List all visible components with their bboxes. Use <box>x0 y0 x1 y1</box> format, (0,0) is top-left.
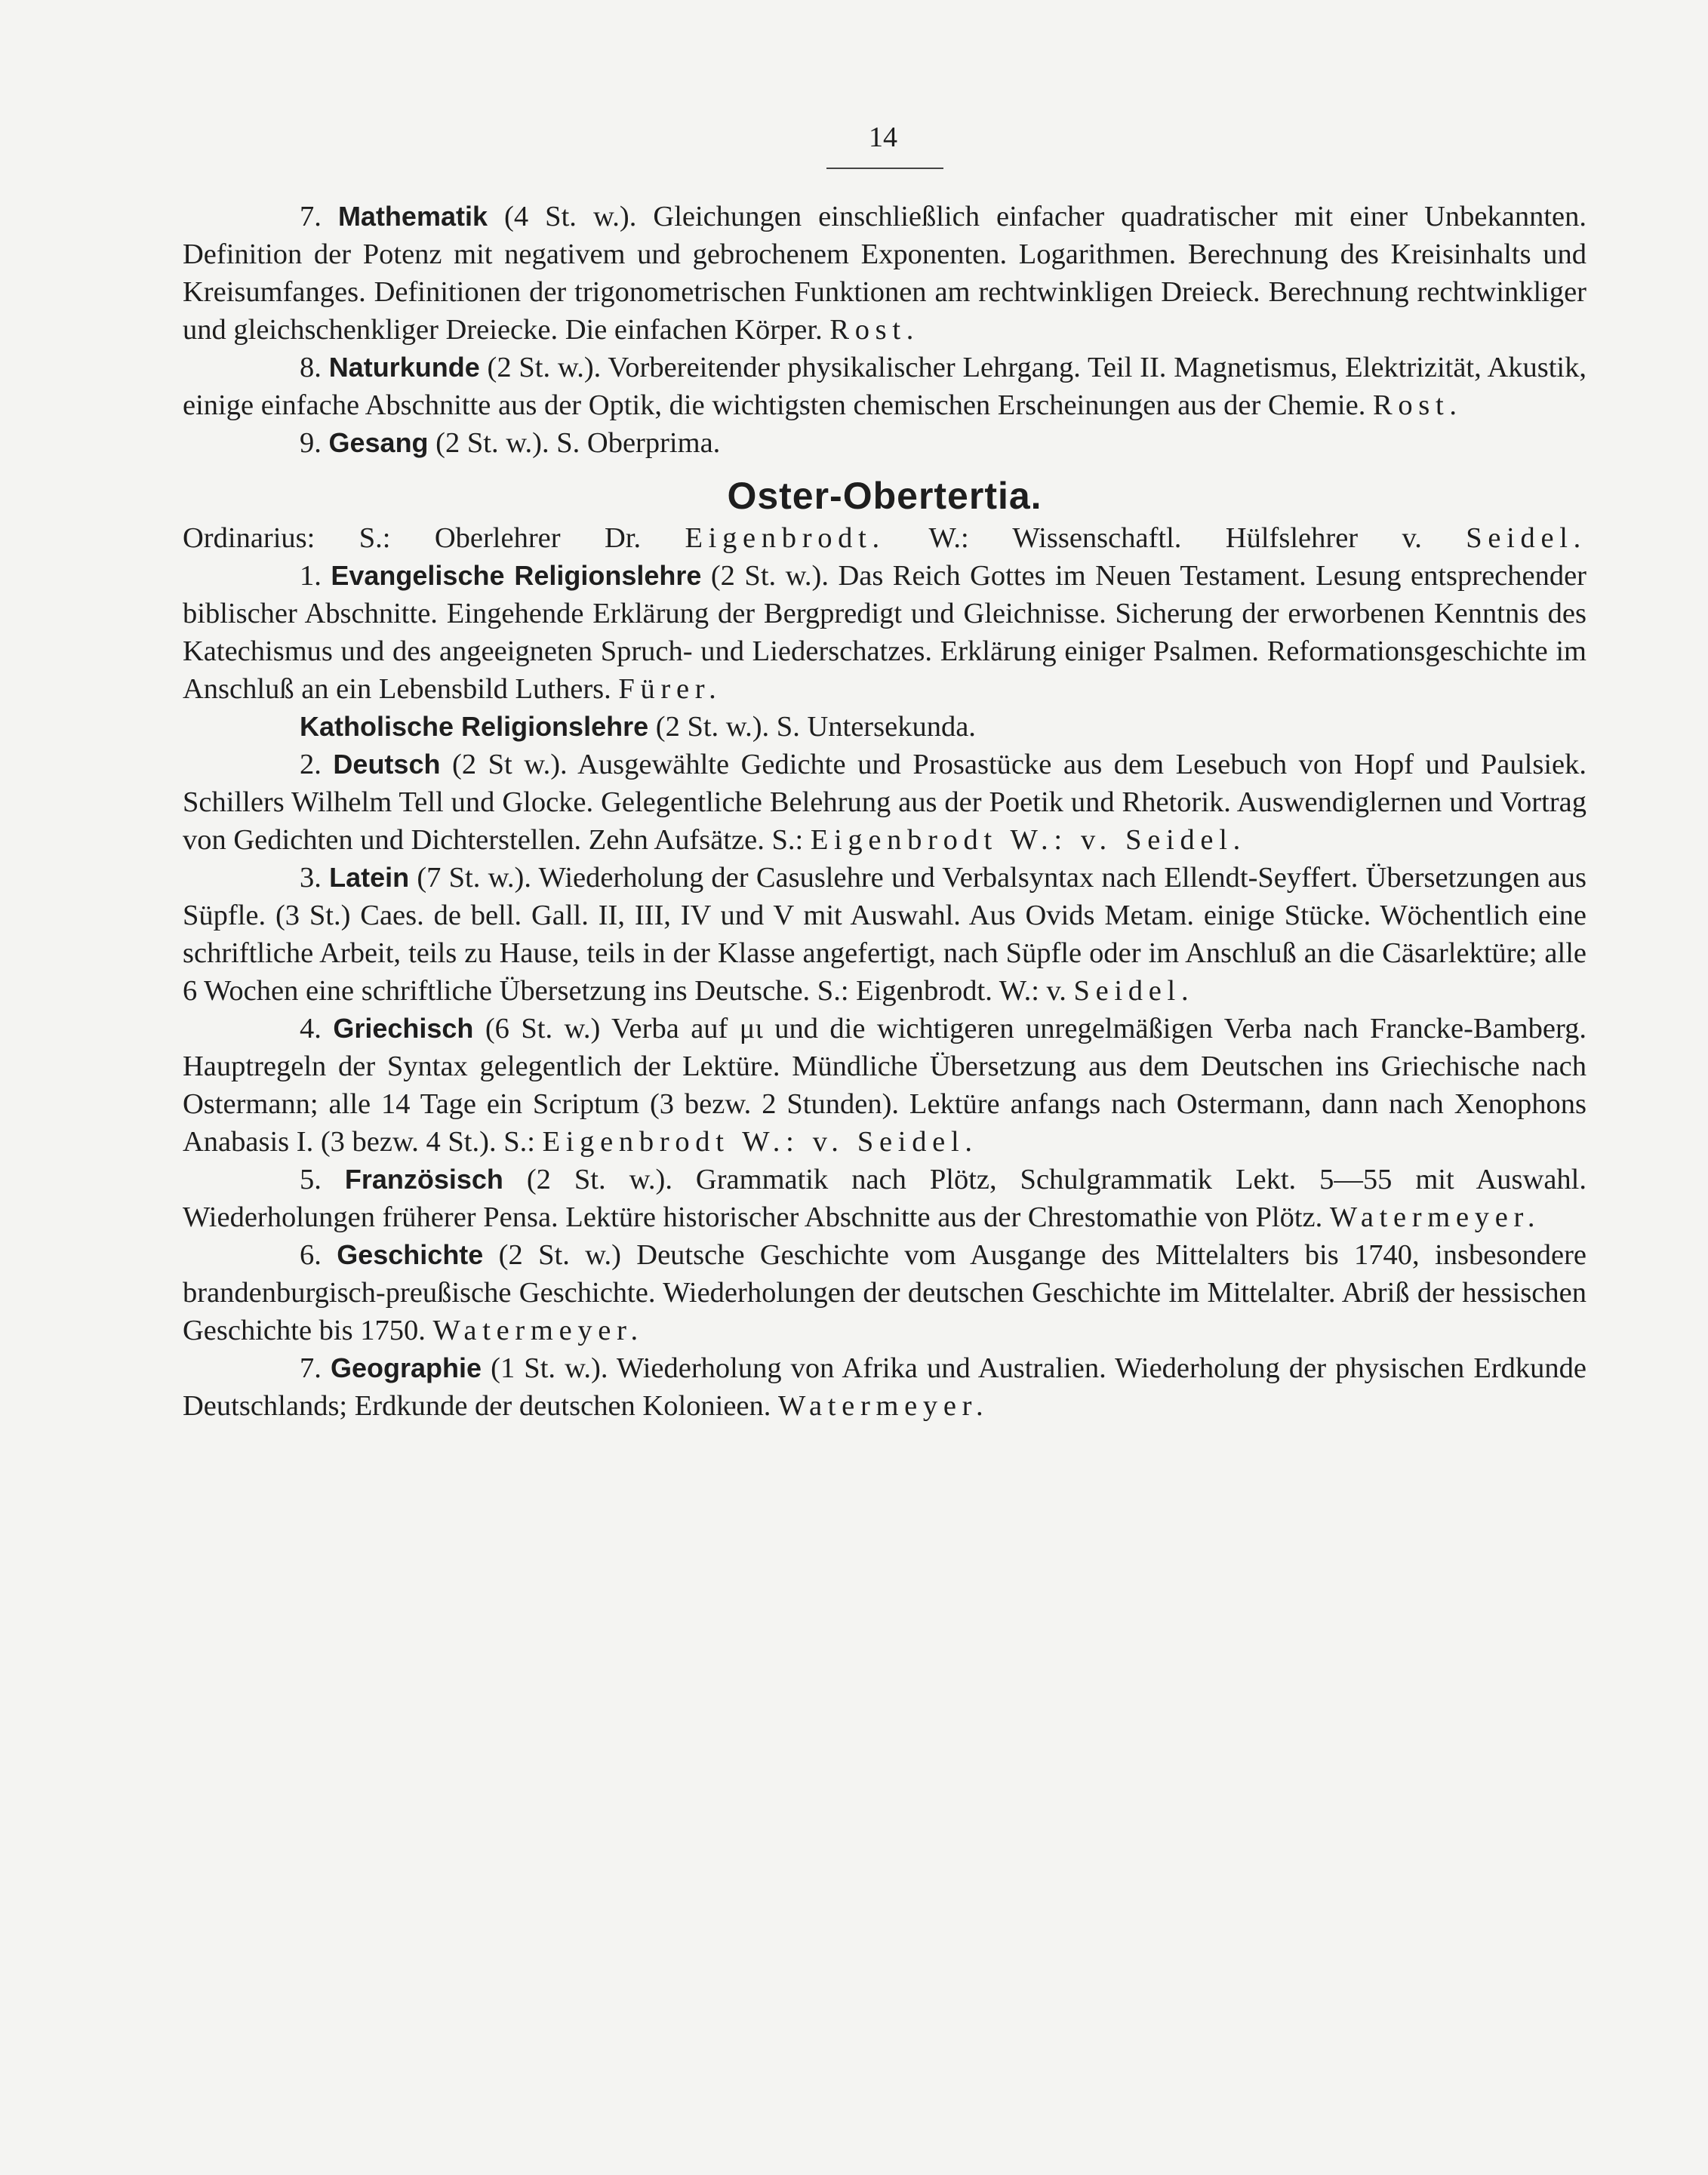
subject-name: Naturkunde <box>328 352 480 383</box>
teacher-name: Watermeyer. <box>1329 1201 1541 1233</box>
subject-text: (2 St w.). Ausgewählte Gedichte und Prosastücke aus dem Lesebuch von Hopf und Paulsiek. Schillers Wilhelm Tell und Glocke. Gelegentliche Belehrung aus der Poetik und Rhetorik. Auswendiglernen und Vortrag von Gedichten und Dichterstellen. Zehn Aufsätze. S.: <box>183 749 1586 856</box>
subject-text: (6 St. w.) Verba auf μι und die wichtigeren unregelmäßigen Verba nach Francke-Bamberg. Hauptregeln der Syntax gelegentlich der Lektüre. Mündliche Übersetzung aus dem Deutschen ins Griechische nach Ostermann; alle 14 Tage ein Scriptum (3 bezw. 2 Stunden). Lektüre anfangs nach Ostermann, dann nach Xenophons Anabasis I. (3 bezw. 4 St.). S.: <box>183 1013 1586 1158</box>
teacher-name: Seidel. <box>1073 975 1195 1007</box>
subject-entry-franzoesisch: 5. Französisch (2 St. w.). Grammatik nach Plötz, Schulgrammatik Lekt. 5—55 mit Auswahl. Wiederholungen früherer Pensa. Lektüre historischer Abschnitte aus der Chrestomathie von Plötz. Watermeyer. <box>183 1164 1586 1233</box>
subject-text: (2 St. w.). S. Untersekunda. <box>648 711 976 743</box>
subject-text: (1 St. w.). Wiederholung von Afrika und Australien. Wiederholung der physischen Erdkunde Deutschlands; Erdkunde der deutschen Kolonieen. <box>183 1352 1586 1422</box>
subject-text: (4 St. w.). Gleichungen einschließlich einfacher quadratischer mit einer Unbekannten. Definition der Potenz mit negativem und gebrochenem Exponenten. Logarithmen. Berechnung des Kreisinhalts und Kreisumfanges. Definitionen der trigonometrischen Funktionen am rechtwinkligen Dreieck. Berechnung rechtwinkliger und gleichschenkliger Dreiecke. Die einfachen Körper. <box>183 201 1586 346</box>
subject-entry-geschichte: 6. Geschichte (2 St. w.) Deutsche Geschichte vom Ausgange des Mittelalters bis 1740, insbesondere brandenburgisch-preußische Geschichte. Wiederholungen der deutschen Geschichte im Mittelalter. Abriß der hessischen Geschichte bis 1750. Watermeyer. <box>183 1239 1587 1346</box>
subject-text: (2 St. w.). S. Oberprima. <box>428 427 721 459</box>
document-body <box>183 198 1586 1425</box>
subject-name: Geschichte <box>337 1239 484 1270</box>
page-number-rule <box>826 168 943 169</box>
subject-text: (2 St. w.) Deutsche Geschichte vom Ausgange des Mittelalters bis 1740, insbesondere brandenburgisch-preußische Geschichte. Wiederholungen der deutschen Geschichte im Mittelalter. Abriß der hessischen Geschichte bis 1750. <box>183 1239 1587 1346</box>
subject-name: Deutsch <box>333 749 441 780</box>
subject-entry-naturkunde: 8. Naturkunde (2 St. w.). Vorbereitender physikalischer Lehrgang. Teil II. Magnetismus, Elektrizität, Akustik, einige einfache Abschnitte aus der Optik, die wichtigsten chemischen Erscheinungen aus der Chemie. Rost. <box>183 352 1586 421</box>
subject-name: Gesang <box>328 427 429 458</box>
subject-entry-kath-religion <box>183 708 1586 746</box>
subject-entry-griechisch: 4. Griechisch (6 St. w.) Verba auf μι und die wichtigeren unregelmäßigen Verba nach Francke-Bamberg. Hauptregeln der Syntax gelegentlich der Lektüre. Mündliche Übersetzung aus dem Deutschen ins Griechische nach Ostermann; alle 14 Tage ein Scriptum (3 bezw. 2 Stunden). Lektüre anfangs nach Ostermann, dann nach Xenophons Anabasis I. (3 bezw. 4 St.). S.: Eigenbrodt W.: v. Seidel. <box>183 1013 1586 1158</box>
subject-text: (2 St. w.). Grammatik nach Plötz, Schulgrammatik Lekt. 5—55 mit Auswahl. Wiederholungen früherer Pensa. Lektüre historischer Abschnitte aus der Chrestomathie von Plötz. <box>183 1164 1586 1233</box>
teacher-name: Rost. <box>1372 389 1463 421</box>
teacher-name: Fürer. <box>618 673 722 705</box>
subject-entry-latein: 3. Latein (7 St. w.). Wiederholung der Casuslehre und Verbalsyntax nach Ellendt-Seyffert. Übersetzungen aus Süpfle. (3 St.) Caes. de bell. Gall. II, III, IV und V mit Auswahl. Aus Ovids Metam. einige Stücke. Wöchentlich eine schriftliche Arbeit, teils zu Hause, teils in der Klasse angefertigt, nach Süpfle oder im Anschluß an die Cäsarlektüre; alle 6 Wochen eine schriftliche Übersetzung ins Deutsche. S.: Eigenbrodt. W.: v. Seidel. <box>183 862 1587 1007</box>
subject-name: Mathematik <box>337 201 488 232</box>
subject-text: (7 St. w.). Wiederholung der Casuslehre und Verbalsyntax nach Ellendt-Seyffert. Übersetzungen aus Süpfle. (3 St.) Caes. de bell. Gall. II, III, IV und V mit Auswahl. Aus Ovids Metam. einige Stücke. Wöchentlich eine schriftliche Arbeit, teils zu Hause, teils in der Klasse angefertigt, nach Süpfle oder im Anschluß an die Cäsarlektüre; alle 6 Wochen eine schriftliche Übersetzung ins Deutsche. S.: Eigenbrodt. W.: v. <box>183 862 1587 1007</box>
subject-entry-deutsch: 2. Deutsch (2 St w.). Ausgewählte Gedichte und Prosastücke aus dem Lesebuch von Hopf und Paulsiek. Schillers Wilhelm Tell und Glocke. Gelegentliche Belehrung aus der Poetik und Rhetorik. Auswendiglernen und Vortrag von Gedichten und Dichterstellen. Zehn Aufsätze. S.: Eigenbrodt W.: v. Seidel. <box>183 749 1586 856</box>
subject-name: Französisch <box>344 1164 503 1195</box>
subject-name: Evangelische Religionslehre <box>331 560 702 591</box>
teacher-name: Eigenbrodt W.: v. Seidel. <box>542 1126 978 1158</box>
ordinarius-line: Ordinarius: S.: Oberlehrer Dr. Eigenbrodt. W.: Wissenschaftl. Hülfslehrer v. Seidel. <box>183 522 1586 554</box>
subject-name: Griechisch <box>333 1013 474 1044</box>
page-number: 14 <box>869 122 897 153</box>
subject-text: (2 St. w.). Vorbereitender physikalischer Lehrgang. Teil II. Magnetismus, Elektrizität, Akustik, einige einfache Abschnitte aus der Optik, die wichtigsten chemischen Erscheinungen aus der Chemie. <box>183 352 1586 421</box>
teacher-name: Rost. <box>829 314 920 346</box>
subject-name: Geographie <box>330 1352 482 1383</box>
teacher-name: Watermeyer. <box>778 1390 989 1422</box>
teacher-name: Watermeyer. <box>432 1315 644 1346</box>
subject-entry-geographie: 7. Geographie (1 St. w.). Wiederholung von Afrika und Australien. Wiederholung der physischen Erdkunde Deutschlands; Erdkunde der deutschen Kolonieen. Watermeyer. <box>183 1352 1586 1422</box>
subject-entry-ev-religion: 1. Evangelische Religionslehre (2 St. w.). Das Reich Gottes im Neuen Testament. Lesung entsprechender biblischer Abschnitte. Eingehende Erklärung der Bergpredigt und Gleichnisse. Sicherung der erworbenen Kenntnis des Katechismus und des angeeigneten Spruch- und Liederschatzes. Erklärung einiger Psalmen. Reformationsgeschichte im Anschluß an ein Lebensbild Luthers. Fürer. <box>183 560 1586 705</box>
section-heading: Oster-Obertertia. <box>727 475 1042 517</box>
subject-entry-mathematik: 7. Mathematik (4 St. w.). Gleichungen einschließlich einfacher quadratischer mit einer Unbekannten. Definition der Potenz mit negativem und gebrochenem Exponenten. Logarithmen. Berechnung des Kreisinhalts und Kreisumfanges. Definitionen der trigonometrischen Funktionen am rechtwinkligen Dreieck. Berechnung rechtwinkliger und gleichschenkliger Dreiecke. Die einfachen Körper. Rost. <box>183 201 1586 346</box>
subject-entry-gesang: 9. Gesang (2 St. w.). S. Oberprima. <box>300 427 721 459</box>
subject-name: Katholische Religionslehre <box>300 711 649 742</box>
subject-text: (2 St. w.). Das Reich Gottes im Neuen Testament. Lesung entsprechender biblischer Abschnitte. Eingehende Erklärung der Bergpredigt und Gleichnisse. Sicherung der erworbenen Kenntnis des Katechismus und des angeeigneten Spruch- und Liederschatzes. Erklärung einiger Psalmen. Reformationsgeschichte im Anschluß an ein Lebensbild Luthers. <box>183 560 1586 705</box>
teacher-name: Eigenbrodt W.: v. Seidel. <box>810 824 1246 856</box>
subject-name: Latein <box>329 862 410 893</box>
